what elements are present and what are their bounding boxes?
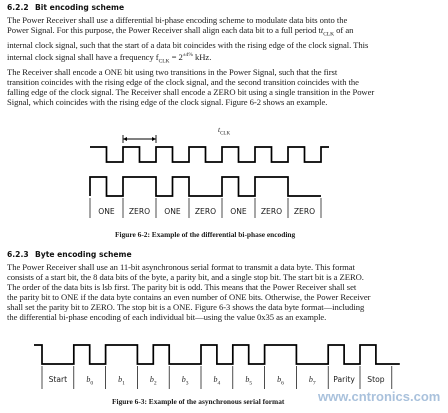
bit-label: ZERO (260, 207, 283, 216)
text-line: Power Signal. For this purpose, the Power Receiver shall align each data bit to a full period $tt_{CLK}$ of an (7, 25, 354, 38)
field-label: $b_1$ (118, 375, 125, 387)
text-line: the parity bit to ONE if the data byte contains an even number of ONE bits. Otherwise, the Power Receiver (7, 292, 371, 302)
bit-label: ONE (164, 207, 181, 216)
field-label: $b_6$ (277, 375, 284, 387)
field-label: $b_7$ (308, 375, 316, 387)
section-title: Byte encoding scheme (35, 250, 132, 259)
field-label: $b_4$ (213, 375, 221, 387)
bit-label: ZERO (128, 207, 151, 216)
text-line: internal clock signal, such that the start of a data bit coincides with the rising edge of the clock signal. This (7, 39, 369, 50)
bit-label: ZERO (293, 207, 316, 216)
tclk-label: $t_{CLK}$ (218, 125, 231, 137)
watermark: www.cntronics.com (318, 389, 441, 404)
figure-6-3-caption: Figure 6-3: Example of the asynchronous serial format (112, 397, 285, 406)
field-label: $b_5$ (245, 375, 253, 387)
field-label: $b_3$ (181, 375, 189, 387)
bit-label: ONE (98, 207, 115, 216)
field-label: Stop (367, 375, 385, 384)
section-number: 6.2.3 (7, 250, 29, 259)
field-label: Start (48, 375, 68, 384)
section-number: 6.2.2 (7, 3, 29, 12)
field-label: $b_2$ (149, 375, 157, 387)
section-title: Bit encoding scheme (35, 3, 125, 12)
field-label: $b_0$ (86, 375, 94, 387)
text-line: transition coincides with the rising edge of the clock signal, and the second transition coincides with the (7, 77, 359, 87)
serial-frame-waveform (34, 345, 400, 364)
text-line: Signal, which coincides with the rising edge of the clock signal. Figure 6-2 shows an example. (7, 97, 328, 107)
text-line: internal clock signal shall have a frequency $f_{CLK} = 2^{\pm 4\%}$ kHz. (7, 51, 212, 65)
text-line: consists of a start bit, the 8 data bits of the byte, a parity bit, and a single stop bit. The start bit is a ZERO. (7, 272, 364, 282)
bit-label: ZERO (194, 207, 217, 216)
bit-label: ONE (230, 207, 247, 216)
text-line: the differential bi-phase encoding of each individual bit—using the value 0x35 as an example. (7, 312, 327, 322)
text-line: shall set the parity bit to ZERO. The stop bit is a ONE. Figure 6-3 shows the data byte format—including (7, 302, 365, 312)
text-line: falling edge of the clock signal. The Receiver shall encode a ZERO bit using a single transition in the Power (7, 87, 375, 97)
text-line: The Receiver shall encode a ONE bit using two transitions in the Power Signal, such that the first (7, 67, 338, 77)
text-line: The order of the data bits is lsb first. The parity bit is odd. This means that the Power Receiver shall set (7, 282, 357, 292)
text-line: The Power Receiver shall use an 11-bit asynchronous serial format to transmit a data byte. This format (7, 262, 355, 272)
figure-6-2-caption: Figure 6-2: Example of the differential bi-phase encoding (115, 230, 296, 239)
field-label: Parity (333, 375, 355, 384)
text-line: The Power Receiver shall use a differential bi-phase encoding scheme to modulate data bits onto the (7, 15, 348, 25)
